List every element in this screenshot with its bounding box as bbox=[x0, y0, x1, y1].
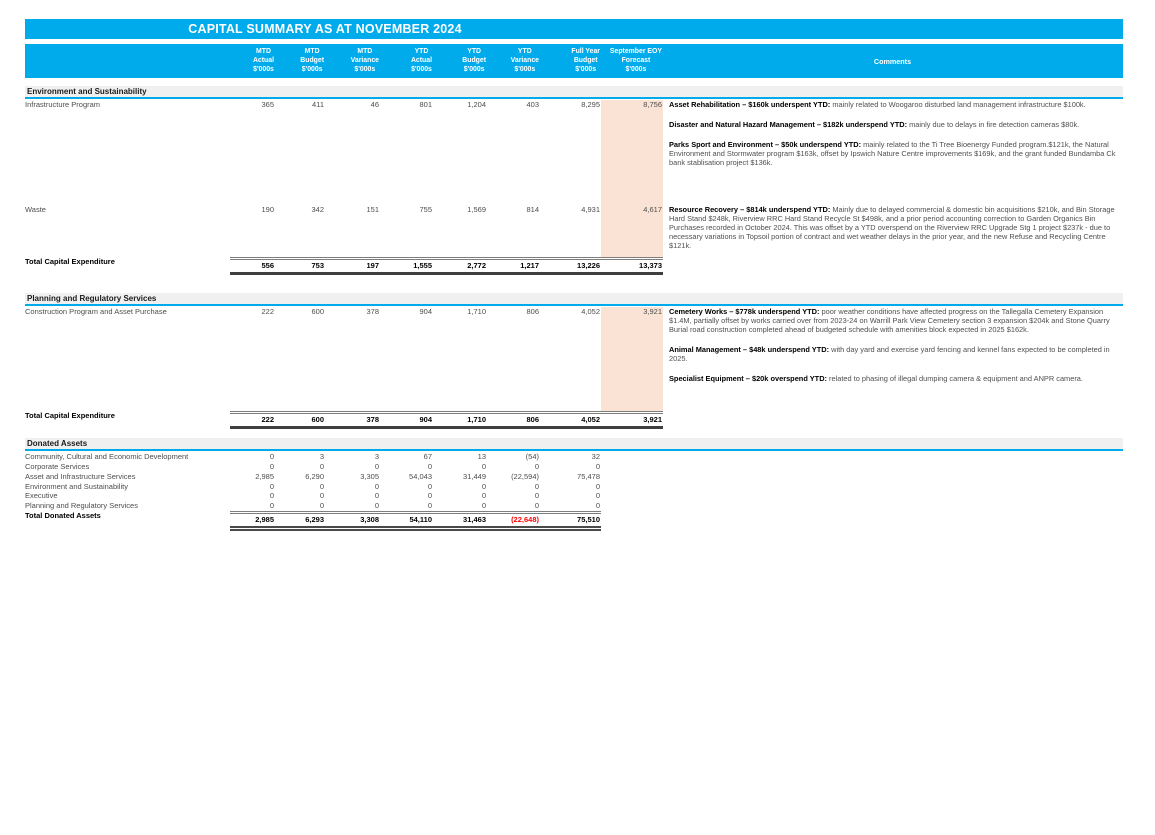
table-row-asset-and-infrastructure bbox=[25, 472, 1123, 482]
table-row-construction-program bbox=[25, 307, 1123, 411]
column-header-mtd-variance bbox=[325, 48, 380, 75]
comments-cell bbox=[663, 462, 1123, 472]
value-cell: 378 bbox=[366, 307, 379, 317]
header-line: Variance bbox=[510, 56, 539, 64]
comment-paragraph bbox=[669, 307, 1123, 334]
value-cell: 411 bbox=[312, 100, 324, 109]
comment-lead: Animal Management – $48k underspend YTD: bbox=[669, 345, 830, 355]
value-cell: 806 bbox=[526, 415, 539, 425]
comment-paragraph bbox=[669, 205, 1123, 250]
column-header-september-eoy-forecast bbox=[601, 48, 663, 75]
value-cell: 1,710 bbox=[467, 307, 486, 317]
row-values bbox=[230, 100, 601, 205]
forecast-cell bbox=[601, 462, 663, 472]
value-cell: 190 bbox=[261, 205, 274, 214]
comment-lead: Resource Recovery – $814k underspend YTD: bbox=[669, 205, 831, 214]
header-line: Budget bbox=[573, 56, 598, 64]
row-values bbox=[230, 482, 601, 492]
comment-lead: Parks Sport and Environment – $50k underspend YTD: bbox=[669, 140, 862, 150]
header-line: Variance bbox=[350, 56, 379, 64]
header-line: MTD bbox=[357, 48, 373, 55]
value-cell: 342 bbox=[311, 205, 324, 214]
comments-cell bbox=[663, 452, 1123, 462]
value-cell: 1,204 bbox=[467, 100, 486, 109]
total-row-environment bbox=[25, 257, 1123, 275]
section-environment-and-sustainability bbox=[25, 86, 1123, 275]
value-cell: 0 bbox=[269, 501, 274, 511]
value-cell: 0 bbox=[534, 501, 539, 511]
forecast-cell: 3,921 bbox=[601, 307, 663, 411]
value-cell: 0 bbox=[595, 481, 600, 491]
report-title-bar bbox=[25, 19, 1123, 39]
value-cell: 0 bbox=[427, 491, 432, 501]
header-line: September EOY bbox=[609, 48, 662, 55]
forecast-cell bbox=[601, 501, 663, 511]
header-line: Budget bbox=[462, 56, 486, 64]
comments-cell bbox=[663, 482, 1123, 492]
header-line: YTD bbox=[517, 48, 532, 55]
value-cell: 4,931 bbox=[581, 205, 600, 214]
comment-paragraph bbox=[669, 345, 1123, 363]
row-label-column-spacer bbox=[25, 48, 230, 75]
value-cell: 403 bbox=[526, 100, 539, 109]
value-cell: 0 bbox=[269, 452, 274, 462]
value-cell: 0 bbox=[269, 462, 274, 472]
value-cell: 13,226 bbox=[577, 261, 600, 270]
value-cell: 4,052 bbox=[581, 415, 600, 425]
value-cell: 75,510 bbox=[577, 514, 600, 524]
comment-lead: Disaster and Natural Hazard Management – $182k underspend YTD: bbox=[669, 120, 908, 130]
value-cell: 6,290 bbox=[305, 471, 324, 481]
value-cell: 753 bbox=[311, 261, 324, 270]
row-label: Environment and Sustainability bbox=[25, 481, 128, 491]
comment-paragraph bbox=[669, 120, 1123, 129]
report-title: CAPITAL SUMMARY AS AT NOVEMBER 2024 bbox=[188, 22, 462, 36]
value-cell: 0 bbox=[319, 501, 324, 511]
value-cell: 600 bbox=[311, 307, 324, 317]
comments-cell bbox=[663, 511, 1123, 531]
total-label: Total Capital Expenditure bbox=[25, 257, 115, 266]
comment-paragraph bbox=[669, 140, 1123, 167]
value-cell: 814 bbox=[526, 205, 539, 214]
section-donated-assets bbox=[25, 438, 1123, 531]
value-cell: 13 bbox=[477, 452, 486, 462]
value-cell: 54,110 bbox=[409, 514, 432, 524]
comment-text: Mainly due to delayed commercial & domestic bin acquisitions $210k, and Bin Storage Hard Stand $248k, Riverview RRC Hard Stand Recycle St $498k, and a prior period accounting correction to Garden Organics Bin Purchases recorded in October 2024. This was offset by a YTD overspend on the Riverview RRC Upgrade Stg 1 project $237k - due to necessary variations in Topsoil portion of contract and wet weather delays in the prior year, and the new Refuse and Recycling Centre $121k. bbox=[669, 205, 1115, 251]
column-header-ytd-budget bbox=[433, 48, 487, 75]
value-cell: 806 bbox=[526, 307, 539, 317]
value-cell: 2,985 bbox=[255, 471, 274, 481]
total-values bbox=[230, 257, 601, 275]
row-values bbox=[230, 472, 601, 482]
value-cell: 1,555 bbox=[413, 261, 432, 270]
table-row-infrastructure-program bbox=[25, 100, 1123, 205]
value-cell: (54) bbox=[525, 452, 539, 462]
comment-paragraph bbox=[669, 100, 1123, 109]
comments-cell bbox=[663, 491, 1123, 501]
value-cell: 32 bbox=[591, 452, 600, 462]
comments-cell bbox=[663, 472, 1123, 482]
forecast-cell bbox=[601, 491, 663, 501]
row-label: Asset and Infrastructure Services bbox=[25, 471, 136, 481]
header-line: $'000s bbox=[463, 65, 485, 73]
value-cell: 222 bbox=[261, 415, 274, 425]
capital-summary-report bbox=[25, 19, 1123, 531]
header-line: $'000s bbox=[411, 65, 432, 73]
table-row-waste bbox=[25, 205, 1123, 257]
row-values bbox=[230, 307, 601, 411]
value-cell: 2,772 bbox=[467, 261, 486, 270]
comment-text: mainly due to delays in fire detection cameras $80k. bbox=[907, 120, 1080, 130]
value-cell: 0 bbox=[534, 491, 539, 501]
value-cell: 3,305 bbox=[360, 471, 379, 481]
value-cell: 0 bbox=[319, 462, 324, 472]
value-cell: 378 bbox=[366, 415, 379, 425]
value-cell: 2,985 bbox=[255, 514, 274, 524]
value-cell: 151 bbox=[366, 205, 379, 214]
row-values bbox=[230, 491, 601, 501]
value-cell: 0 bbox=[481, 501, 486, 511]
comment-text: mainly related to Woogaroo disturbed land management infrastructure $100k. bbox=[830, 100, 1086, 109]
header-line: $'000s bbox=[625, 65, 647, 73]
value-cell: 904 bbox=[419, 307, 432, 317]
forecast-cell: 4,617 bbox=[601, 205, 663, 257]
value-cell: 0 bbox=[481, 481, 486, 491]
section-title: Planning and Regulatory Services bbox=[25, 293, 1123, 306]
value-cell: 0 bbox=[319, 491, 324, 501]
table-row-community-cultural bbox=[25, 452, 1123, 462]
value-cell: 0 bbox=[427, 481, 432, 491]
value-cell: 0 bbox=[374, 481, 379, 491]
table-row-corporate-services bbox=[25, 462, 1123, 472]
comment-text: poor weather conditions have affected progress on the Tallegalla Cemetery Expansion $1.4M, partially offset by works carried over from 2023-24 on Warrill Park View Cemetery section 3 expansion $204k and Stone Quarry Burial road construction completed ahead of budgeted schedule with amenities block expected in 2025 $162k. bbox=[669, 307, 1110, 335]
total-row-planning bbox=[25, 411, 1123, 429]
value-cell: 67 bbox=[423, 452, 432, 462]
comments-cell bbox=[663, 100, 1123, 205]
total-label: Total Donated Assets bbox=[25, 510, 101, 520]
header-line: Forecast bbox=[621, 56, 651, 64]
value-cell: 222 bbox=[261, 307, 274, 317]
value-cell: 46 bbox=[370, 100, 379, 109]
value-cell: 6,293 bbox=[305, 514, 324, 524]
header-line: Full Year bbox=[571, 48, 600, 55]
row-values bbox=[230, 462, 601, 472]
value-cell: 0 bbox=[374, 491, 379, 501]
column-header-row bbox=[25, 44, 1123, 78]
row-label: Community, Cultural and Economic Development bbox=[25, 452, 189, 462]
header-line: MTD bbox=[304, 48, 320, 55]
forecast-cell bbox=[601, 472, 663, 482]
row-label: Executive bbox=[25, 491, 58, 501]
value-cell: 755 bbox=[419, 205, 432, 214]
comment-lead: Specialist Equipment – $20k overspend YTD: bbox=[669, 374, 827, 384]
row-values bbox=[230, 452, 601, 462]
value-cell: 0 bbox=[319, 481, 324, 491]
comment-paragraph bbox=[669, 374, 1123, 383]
table-row-executive bbox=[25, 491, 1123, 501]
header-line: $'000s bbox=[253, 65, 274, 73]
header-line: Budget bbox=[300, 56, 324, 64]
header-line: $'000s bbox=[514, 65, 536, 73]
comment-lead: Cemetery Works – $778k underspend YTD: bbox=[669, 307, 820, 317]
value-cell: 4,052 bbox=[581, 307, 600, 317]
value-cell: 600 bbox=[311, 415, 324, 425]
row-label: Construction Program and Asset Purchase bbox=[25, 307, 167, 317]
value-cell: 0 bbox=[595, 462, 600, 472]
value-cell: 31,449 bbox=[463, 471, 486, 481]
row-values bbox=[230, 205, 601, 257]
value-cell: 0 bbox=[269, 481, 274, 491]
header-line: Actual bbox=[252, 56, 274, 64]
total-values bbox=[230, 511, 601, 531]
comments-cell bbox=[663, 501, 1123, 511]
comment-text: related to phasing of illegal dumping camera & equipment and ANPR camera. bbox=[827, 374, 1083, 384]
value-cell: 0 bbox=[481, 462, 486, 472]
column-header-mtd-budget bbox=[275, 48, 325, 75]
value-cell: 1,569 bbox=[467, 205, 486, 214]
value-cell: 0 bbox=[427, 462, 432, 472]
column-header-mtd-actual bbox=[230, 48, 275, 75]
value-cell: 3 bbox=[374, 452, 379, 462]
value-cell: (22,594) bbox=[511, 471, 539, 481]
value-cell: 0 bbox=[374, 462, 379, 472]
value-cell: 0 bbox=[481, 491, 486, 501]
column-header-full-year-budget bbox=[540, 48, 601, 75]
comments-cell bbox=[663, 411, 1123, 429]
value-cell: 0 bbox=[534, 481, 539, 491]
header-line: $'000s bbox=[301, 65, 323, 73]
value-cell: 365 bbox=[261, 100, 274, 109]
value-cell: 0 bbox=[427, 501, 432, 511]
total-label: Total Capital Expenditure bbox=[25, 411, 115, 421]
value-cell: 801 bbox=[419, 100, 432, 109]
comments-cell bbox=[663, 307, 1123, 411]
total-forecast-cell: 3,921 bbox=[601, 411, 663, 429]
comment-lead: Asset Rehabilitation – $160k underspent YTD: bbox=[669, 100, 831, 109]
value-cell: 31,463 bbox=[463, 514, 486, 524]
comments-cell bbox=[663, 257, 1123, 275]
header-line: Actual bbox=[410, 56, 432, 64]
row-label: Infrastructure Program bbox=[25, 100, 101, 109]
row-values bbox=[230, 501, 601, 511]
header-line: YTD bbox=[414, 48, 429, 55]
value-cell: 0 bbox=[595, 501, 600, 511]
value-cell: 904 bbox=[419, 415, 432, 425]
value-cell: 54,043 bbox=[409, 471, 432, 481]
section-title: Environment and Sustainability bbox=[25, 86, 1123, 99]
row-label: Corporate Services bbox=[25, 462, 90, 472]
forecast-cell bbox=[601, 452, 663, 462]
total-values bbox=[230, 411, 601, 429]
comment-text: with day yard and exercise yard fencing and kennel fans expected to be completed in 2025. bbox=[669, 345, 1110, 364]
value-cell: (22,648) bbox=[511, 514, 539, 524]
column-header-comments: Comments bbox=[873, 56, 912, 66]
section-planning-and-regulatory-services bbox=[25, 293, 1123, 429]
column-header-ytd-variance bbox=[487, 48, 540, 75]
forecast-cell bbox=[601, 511, 663, 531]
total-row-donated-assets bbox=[25, 511, 1123, 531]
value-cell: 3,308 bbox=[360, 514, 379, 524]
column-header-ytd-actual bbox=[380, 48, 433, 75]
row-label: Waste bbox=[25, 205, 46, 214]
value-cell: 197 bbox=[366, 261, 379, 270]
header-line: YTD bbox=[467, 48, 482, 55]
value-cell: 0 bbox=[595, 491, 600, 501]
value-cell: 0 bbox=[374, 501, 379, 511]
value-cell: 0 bbox=[269, 491, 274, 501]
header-line: $'000s bbox=[575, 65, 597, 73]
table-row-planning-regulatory bbox=[25, 501, 1123, 511]
value-cell: 8,295 bbox=[581, 100, 600, 109]
forecast-cell: 8,756 bbox=[601, 100, 663, 205]
comment-text: mainly related to the Ti Tree Bioenergy Funded program.$121k, the Natural Environment and Stormwater program $163k, offset by Ipswich Nature Centre improvements $169k, and the grant funded Bundamba Ck bank stablisation project $136k. bbox=[669, 140, 1116, 168]
value-cell: 1,710 bbox=[467, 415, 486, 425]
forecast-cell bbox=[601, 482, 663, 492]
value-cell: 556 bbox=[261, 261, 274, 270]
table-row-environment-sustainability bbox=[25, 482, 1123, 492]
header-line: $'000s bbox=[354, 65, 376, 73]
total-forecast-cell: 13,373 bbox=[601, 257, 663, 275]
value-cell: 75,478 bbox=[577, 471, 600, 481]
comments-cell bbox=[663, 205, 1123, 257]
value-cell: 3 bbox=[319, 452, 324, 462]
row-label: Planning and Regulatory Services bbox=[25, 501, 138, 511]
value-cell: 0 bbox=[534, 462, 539, 472]
section-title: Donated Assets bbox=[25, 438, 1123, 451]
header-line: MTD bbox=[256, 48, 271, 55]
value-cell: 1,217 bbox=[520, 261, 539, 270]
